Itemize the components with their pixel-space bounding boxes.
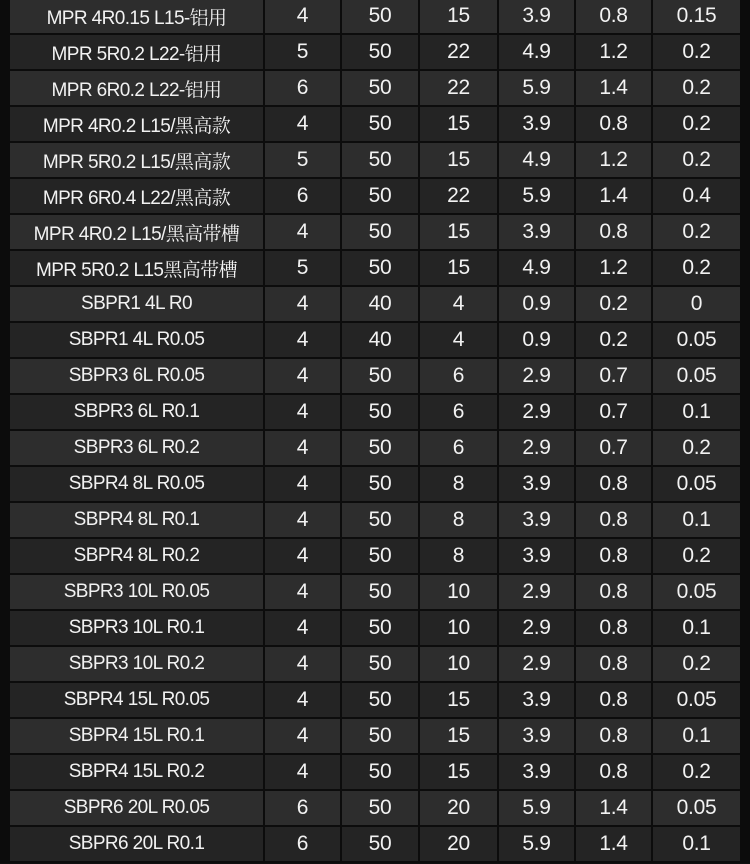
- flute-length-cell: 8: [420, 503, 499, 539]
- shank-diameter-cell: 4: [265, 503, 342, 539]
- table-row: [0, 359, 750, 395]
- neck-diameter-cell: 4.9: [499, 35, 576, 71]
- shank-diameter-cell: 6: [265, 827, 342, 863]
- overall-length-cell: 50: [342, 0, 420, 35]
- neck-diameter-cell: 3.9: [499, 539, 576, 575]
- overall-length-cell: 50: [342, 647, 420, 683]
- overall-length-cell: 50: [342, 107, 420, 143]
- table-row: [0, 755, 750, 791]
- ball-diameter-cell: 0.8: [576, 539, 653, 575]
- table-row: [0, 539, 750, 575]
- flute-length-cell: 6: [420, 431, 499, 467]
- table-row: [0, 35, 750, 71]
- overall-length-cell: 50: [342, 611, 420, 647]
- overall-length-cell: 40: [342, 323, 420, 359]
- neck-diameter-cell: 3.9: [499, 107, 576, 143]
- model-cell: SBPR1 4L R0.05: [0, 323, 265, 359]
- model-cell: SBPR3 10L R0.2: [0, 647, 265, 683]
- shank-diameter-cell: 6: [265, 791, 342, 827]
- corner-radius-cell: 0.4: [653, 179, 750, 215]
- ball-diameter-cell: 1.4: [576, 71, 653, 107]
- shank-diameter-cell: 4: [265, 0, 342, 35]
- ball-diameter-cell: 0.7: [576, 395, 653, 431]
- corner-radius-cell: 0.15: [653, 0, 750, 35]
- model-cell: SBPR4 15L R0.1: [0, 719, 265, 755]
- table-row: [0, 683, 750, 719]
- shank-diameter-cell: 4: [265, 683, 342, 719]
- corner-radius-cell: 0.05: [653, 467, 750, 503]
- table-row: [0, 503, 750, 539]
- neck-diameter-cell: 0.9: [499, 323, 576, 359]
- model-cell: MPR 6R0.4 L22/黑高款: [0, 179, 265, 215]
- overall-length-cell: 50: [342, 251, 420, 287]
- corner-radius-cell: 0.2: [653, 143, 750, 179]
- overall-length-cell: 50: [342, 215, 420, 251]
- overall-length-cell: 50: [342, 683, 420, 719]
- neck-diameter-cell: 4.9: [499, 251, 576, 287]
- table-row: [0, 107, 750, 143]
- ball-diameter-cell: 0.8: [576, 719, 653, 755]
- shank-diameter-cell: 4: [265, 611, 342, 647]
- overall-length-cell: 50: [342, 179, 420, 215]
- overall-length-cell: 50: [342, 143, 420, 179]
- overall-length-cell: 50: [342, 71, 420, 107]
- model-cell: SBPR6 20L R0.05: [0, 791, 265, 827]
- table-row: [0, 287, 750, 323]
- ball-diameter-cell: 0.8: [576, 107, 653, 143]
- flute-length-cell: 10: [420, 647, 499, 683]
- neck-diameter-cell: 3.9: [499, 719, 576, 755]
- overall-length-cell: 50: [342, 791, 420, 827]
- neck-diameter-cell: 3.9: [499, 503, 576, 539]
- table-row: [0, 719, 750, 755]
- flute-length-cell: 22: [420, 35, 499, 71]
- shank-diameter-cell: 4: [265, 395, 342, 431]
- flute-length-cell: 15: [420, 143, 499, 179]
- model-cell: SBPR4 15L R0.05: [0, 683, 265, 719]
- table-row: [0, 611, 750, 647]
- table-row: [0, 791, 750, 827]
- neck-diameter-cell: 2.9: [499, 575, 576, 611]
- shank-diameter-cell: 4: [265, 431, 342, 467]
- neck-diameter-cell: 3.9: [499, 215, 576, 251]
- overall-length-cell: 50: [342, 755, 420, 791]
- model-cell: MPR 6R0.2 L22-铝用: [0, 71, 265, 107]
- table-row: [0, 647, 750, 683]
- overall-length-cell: 50: [342, 719, 420, 755]
- ball-diameter-cell: 1.2: [576, 35, 653, 71]
- corner-radius-cell: 0.05: [653, 683, 750, 719]
- model-cell: MPR 5R0.2 L22-铝用: [0, 35, 265, 71]
- neck-diameter-cell: 3.9: [499, 755, 576, 791]
- ball-diameter-cell: 0.8: [576, 755, 653, 791]
- model-cell: SBPR4 8L R0.05: [0, 467, 265, 503]
- overall-length-cell: 50: [342, 467, 420, 503]
- table-row: [0, 215, 750, 251]
- shank-diameter-cell: 5: [265, 143, 342, 179]
- ball-diameter-cell: 1.4: [576, 827, 653, 863]
- flute-length-cell: 4: [420, 287, 499, 323]
- model-cell: SBPR3 10L R0.05: [0, 575, 265, 611]
- neck-diameter-cell: 2.9: [499, 395, 576, 431]
- ball-diameter-cell: 0.8: [576, 503, 653, 539]
- corner-radius-cell: 0.2: [653, 431, 750, 467]
- flute-length-cell: 6: [420, 359, 499, 395]
- model-cell: SBPR4 8L R0.2: [0, 539, 265, 575]
- overall-length-cell: 50: [342, 575, 420, 611]
- flute-length-cell: 15: [420, 0, 499, 35]
- neck-diameter-cell: 5.9: [499, 791, 576, 827]
- shank-diameter-cell: 4: [265, 359, 342, 395]
- neck-diameter-cell: 2.9: [499, 647, 576, 683]
- ball-diameter-cell: 1.2: [576, 143, 653, 179]
- corner-radius-cell: 0.2: [653, 755, 750, 791]
- ball-diameter-cell: 1.4: [576, 791, 653, 827]
- ball-diameter-cell: 0.8: [576, 215, 653, 251]
- corner-radius-cell: 0: [653, 287, 750, 323]
- corner-radius-cell: 0.05: [653, 323, 750, 359]
- model-cell: MPR 5R0.2 L15/黑高款: [0, 143, 265, 179]
- corner-radius-cell: 0.2: [653, 647, 750, 683]
- corner-radius-cell: 0.1: [653, 719, 750, 755]
- table-row: [0, 179, 750, 215]
- neck-diameter-cell: 2.9: [499, 431, 576, 467]
- ball-diameter-cell: 0.8: [576, 647, 653, 683]
- shank-diameter-cell: 5: [265, 35, 342, 71]
- neck-diameter-cell: 5.9: [499, 179, 576, 215]
- corner-radius-cell: 0.2: [653, 107, 750, 143]
- corner-radius-cell: 0.05: [653, 791, 750, 827]
- model-cell: SBPR3 6L R0.2: [0, 431, 265, 467]
- shank-diameter-cell: 6: [265, 179, 342, 215]
- shank-diameter-cell: 6: [265, 71, 342, 107]
- table-row: [0, 323, 750, 359]
- overall-length-cell: 50: [342, 503, 420, 539]
- model-cell: MPR 4R0.15 L15-铝用: [0, 0, 265, 35]
- corner-radius-cell: 0.2: [653, 71, 750, 107]
- model-cell: SBPR3 6L R0.05: [0, 359, 265, 395]
- table-row: [0, 0, 750, 35]
- corner-radius-cell: 0.1: [653, 395, 750, 431]
- corner-radius-cell: 0.2: [653, 35, 750, 71]
- model-cell: SBPR3 10L R0.1: [0, 611, 265, 647]
- flute-length-cell: 8: [420, 467, 499, 503]
- shank-diameter-cell: 4: [265, 287, 342, 323]
- table-row: [0, 143, 750, 179]
- ball-diameter-cell: 0.8: [576, 0, 653, 35]
- corner-radius-cell: 0.2: [653, 539, 750, 575]
- ball-diameter-cell: 0.7: [576, 359, 653, 395]
- neck-diameter-cell: 0.9: [499, 287, 576, 323]
- flute-length-cell: 10: [420, 611, 499, 647]
- shank-diameter-cell: 4: [265, 719, 342, 755]
- model-cell: SBPR4 8L R0.1: [0, 503, 265, 539]
- flute-length-cell: 15: [420, 251, 499, 287]
- flute-length-cell: 15: [420, 215, 499, 251]
- overall-length-cell: 50: [342, 827, 420, 863]
- ball-diameter-cell: 0.2: [576, 323, 653, 359]
- table-row: [0, 71, 750, 107]
- flute-length-cell: 20: [420, 827, 499, 863]
- table-row: [0, 395, 750, 431]
- model-cell: MPR 4R0.2 L15/黑高款: [0, 107, 265, 143]
- corner-radius-cell: 0.2: [653, 215, 750, 251]
- flute-length-cell: 10: [420, 575, 499, 611]
- flute-length-cell: 15: [420, 755, 499, 791]
- overall-length-cell: 50: [342, 395, 420, 431]
- overall-length-cell: 40: [342, 287, 420, 323]
- shank-diameter-cell: 4: [265, 539, 342, 575]
- ball-diameter-cell: 1.2: [576, 251, 653, 287]
- flute-length-cell: 22: [420, 71, 499, 107]
- neck-diameter-cell: 4.9: [499, 143, 576, 179]
- flute-length-cell: 20: [420, 791, 499, 827]
- flute-length-cell: 4: [420, 323, 499, 359]
- overall-length-cell: 50: [342, 539, 420, 575]
- ball-diameter-cell: 1.4: [576, 179, 653, 215]
- flute-length-cell: 15: [420, 719, 499, 755]
- ball-diameter-cell: 0.8: [576, 611, 653, 647]
- model-cell: SBPR1 4L R0: [0, 287, 265, 323]
- overall-length-cell: 50: [342, 359, 420, 395]
- corner-radius-cell: 0.05: [653, 575, 750, 611]
- ball-diameter-cell: 0.2: [576, 287, 653, 323]
- model-cell: SBPR3 6L R0.1: [0, 395, 265, 431]
- model-cell: MPR 5R0.2 L15黑高带槽: [0, 251, 265, 287]
- table-row: [0, 251, 750, 287]
- flute-length-cell: 8: [420, 539, 499, 575]
- ball-diameter-cell: 0.8: [576, 575, 653, 611]
- shank-diameter-cell: 4: [265, 107, 342, 143]
- shank-diameter-cell: 4: [265, 575, 342, 611]
- neck-diameter-cell: 3.9: [499, 683, 576, 719]
- corner-radius-cell: 0.2: [653, 251, 750, 287]
- ball-diameter-cell: 0.8: [576, 467, 653, 503]
- overall-length-cell: 50: [342, 35, 420, 71]
- shank-diameter-cell: 4: [265, 323, 342, 359]
- corner-radius-cell: 0.1: [653, 827, 750, 863]
- shank-diameter-cell: 5: [265, 251, 342, 287]
- shank-diameter-cell: 4: [265, 467, 342, 503]
- neck-diameter-cell: 5.9: [499, 827, 576, 863]
- shank-diameter-cell: 4: [265, 215, 342, 251]
- corner-radius-cell: 0.1: [653, 611, 750, 647]
- overall-length-cell: 50: [342, 431, 420, 467]
- neck-diameter-cell: 3.9: [499, 467, 576, 503]
- flute-length-cell: 15: [420, 683, 499, 719]
- model-cell: SBPR6 20L R0.1: [0, 827, 265, 863]
- model-cell: MPR 4R0.2 L15/黑高带槽: [0, 215, 265, 251]
- neck-diameter-cell: 3.9: [499, 0, 576, 35]
- table-row: [0, 431, 750, 467]
- corner-radius-cell: 0.1: [653, 503, 750, 539]
- flute-length-cell: 15: [420, 107, 499, 143]
- neck-diameter-cell: 5.9: [499, 71, 576, 107]
- neck-diameter-cell: 2.9: [499, 359, 576, 395]
- table-row: [0, 827, 750, 863]
- neck-diameter-cell: 2.9: [499, 611, 576, 647]
- shank-diameter-cell: 4: [265, 755, 342, 791]
- corner-radius-cell: 0.05: [653, 359, 750, 395]
- flute-length-cell: 6: [420, 395, 499, 431]
- table-row: [0, 467, 750, 503]
- model-cell: SBPR4 15L R0.2: [0, 755, 265, 791]
- ball-diameter-cell: 0.8: [576, 683, 653, 719]
- flute-length-cell: 22: [420, 179, 499, 215]
- shank-diameter-cell: 4: [265, 647, 342, 683]
- table-row: [0, 575, 750, 611]
- ball-diameter-cell: 0.7: [576, 431, 653, 467]
